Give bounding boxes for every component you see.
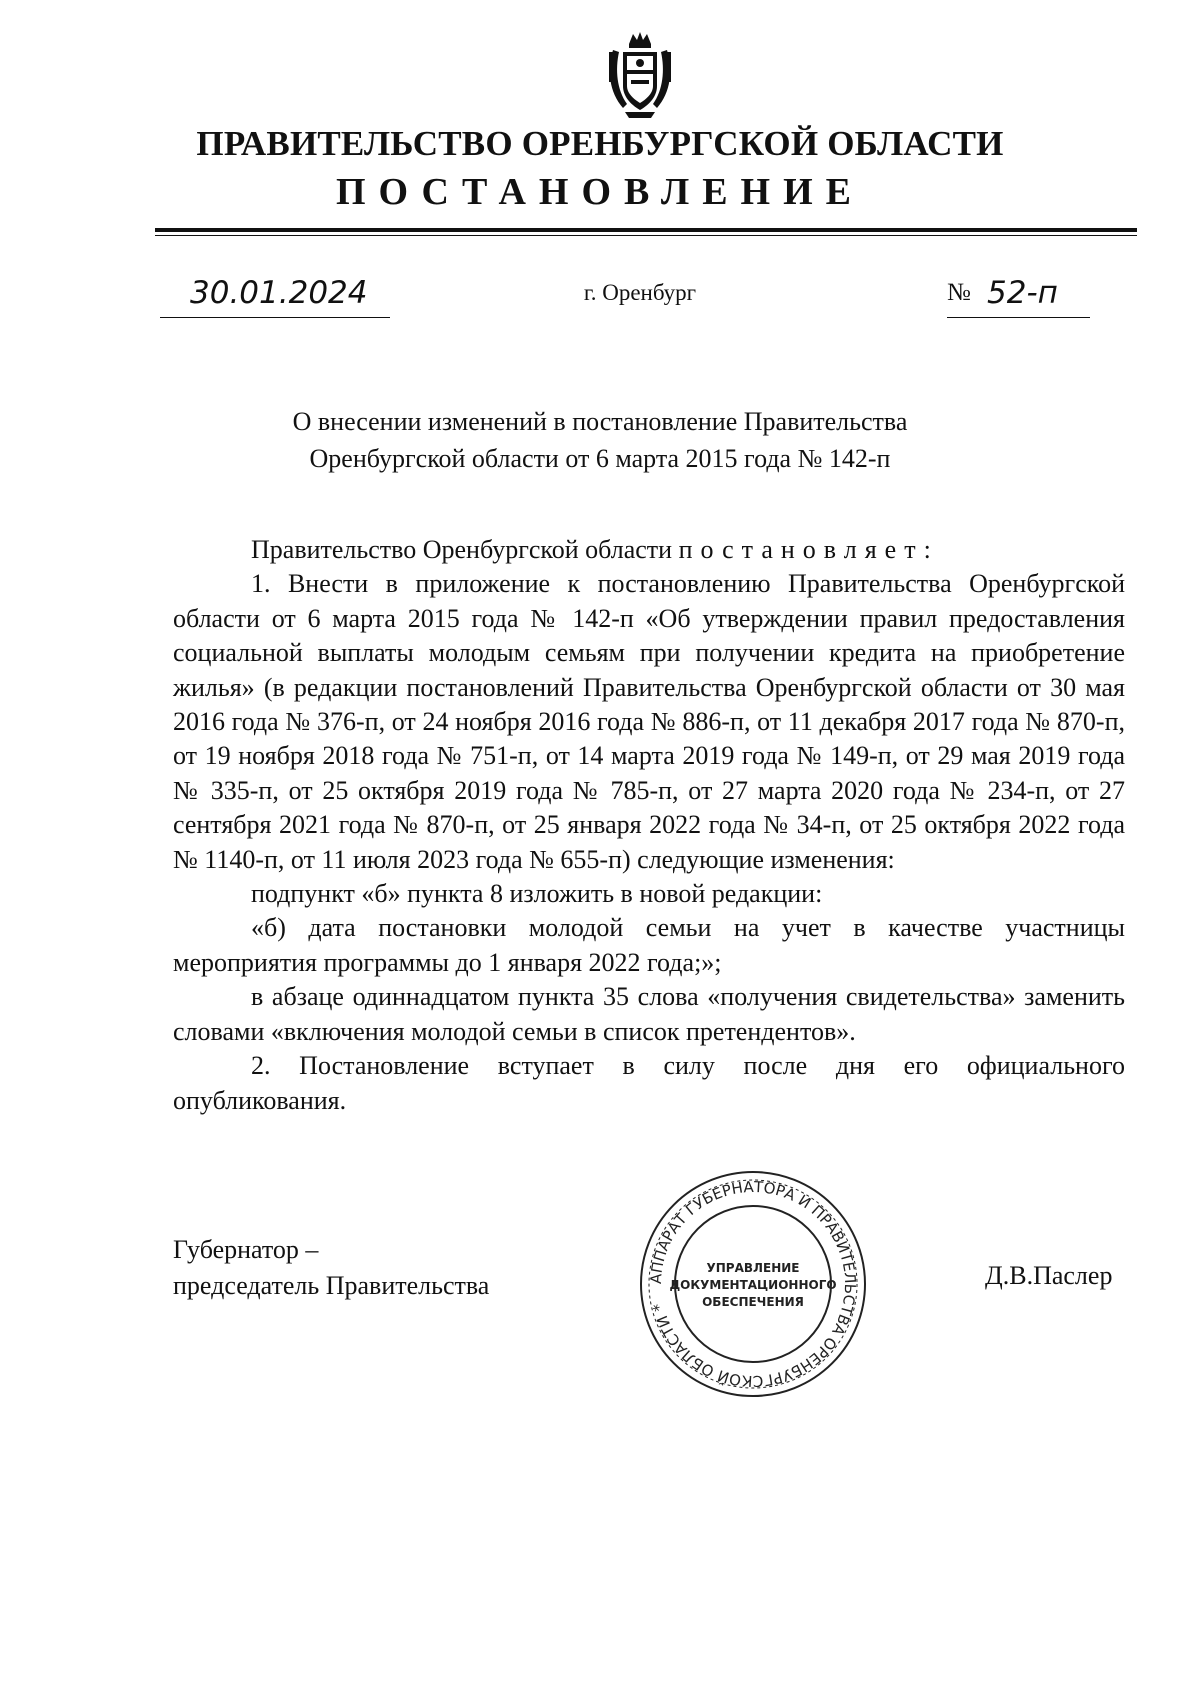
preamble-text: Правительство Оренбургской области [251, 535, 679, 564]
signatory-name: Д.В.Паслер [985, 1261, 1113, 1290]
item-1: 1. Внести в приложение к постановлению Правительства Оренбургской области от 6 марта 2015 года № 142-п «Об утверждении правил предоставления социальной выплаты молодым семьям при получении кредита на приобретение жилья» (в редакции постановлений Правительства Оренбургской области от 30 мая 2016 года № 376-п, от 24 ноября 2016 года № 886-п, от 11 декабря 2017 года № 870-п, от 19 ноября 2018 года № 751-п, от 14 марта 2019 года № 149-п, от 29 мая 2019 года № 335-п, от 25 октября 2019 года № 785-п, от 27 марта 2020 года № 234-п, от 27 сентября 2021 года № 870-п, от 25 января 2022 года № 34-п, от 25 октября 2022 года № 1140-п, от 11 июля 2023 года № 655-п) следующие изменения: [173, 569, 1125, 874]
header-divider-thin [155, 235, 1137, 236]
number-sign: № [947, 279, 971, 306]
subject-line-1: О внесении изменений в постановление Правительства [292, 407, 908, 436]
subitem-intro: подпункт «б» пункта 8 изложить в новой редакции: [251, 879, 823, 909]
document-date: 30.01.2024 [190, 275, 368, 311]
stamp-line-2: ДОКУМЕНТАЦИОННОГО [669, 1278, 837, 1292]
subitem-text: «б) дата постановки молодой семьи на учет в качестве участницы мероприятия программы до 1 января 2022 года;»; [173, 913, 1125, 977]
document-date-field [160, 275, 390, 318]
document-number: 52-п [987, 275, 1058, 311]
header-divider-thick [155, 228, 1137, 232]
preamble [173, 533, 1125, 567]
position-line-2: председатель Правительства [173, 1271, 490, 1300]
position-line-1: Губернатор – [173, 1235, 319, 1264]
signatory-position [173, 1232, 489, 1304]
stamp-line-3: ОБЕСПЕЧЕНИЯ [702, 1295, 804, 1309]
stamp-outer-text: АППАРАТ ГУБЕРНАТОРА И ПРАВИТЕЛЬСТВА ОРЕНБУРГСКОЙ ОБЛАСТИ * [646, 1177, 860, 1391]
document-city: г. Оренбург [583, 280, 697, 305]
document-type-heading: ПОСТАНОВЛЕНИЕ [335, 171, 865, 213]
preamble-spaced: постановляет: [678, 535, 939, 564]
item-2: 2. Постановление вступает в силу после дня его официального опубликования. [173, 1051, 1125, 1115]
coat-of-arms-icon [605, 30, 675, 118]
stamp-line-1: УПРАВЛЕНИЕ [706, 1261, 800, 1275]
government-title: ПРАВИТЕЛЬСТВО ОРЕНБУРГСКОЙ ОБЛАСТИ [196, 124, 1004, 163]
official-stamp [637, 1168, 869, 1400]
document-subject [230, 403, 970, 477]
document-number-field [947, 275, 1090, 318]
document-body [173, 533, 1125, 1118]
subject-line-2: Оренбургской области от 6 марта 2015 года № 142-п [309, 444, 891, 473]
paragraph-change: в абзаце одиннадцатом пункта 35 слова «получения свидетельства» заменить словами «включения молодой семьи в список претендентов». [173, 982, 1125, 1046]
